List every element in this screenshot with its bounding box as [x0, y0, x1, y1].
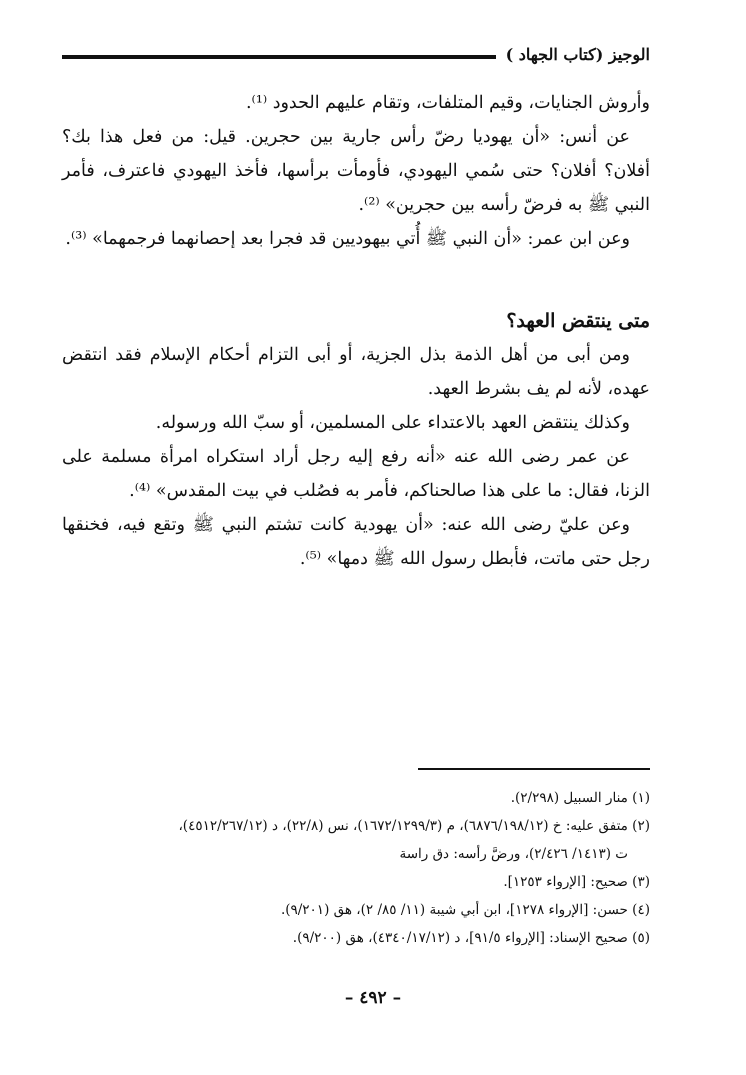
paragraph-1: وأروش الجنايات، وقيم المتلفات، وتقام عليهم الحدود ⁽¹⁾. — [245, 93, 650, 113]
footnote-2: (٢) متفق عليه: خ (٦٨٧٦/١٩٨/١٢)، م (١٦٧٢/١٢٩٩/٣)، نس (٢٢/٨)، د (٤٥١٢/٢٦٧/١٢)، — [178, 818, 650, 834]
paragraph-2: عن أنس: «أن يهوديا رضّ رأس جارية بين حجرين. قيل: من فعل هذا بك؟ أفلان؟ أفلان؟ حتى سُمي اليهودي، فأومأت برأسها، فأخذ اليهودي فاعترف، فأمر النبي ﷺ به فرضّ رأسه بين حجرين» ⁽²⁾. — [62, 127, 650, 215]
header-title: الوجيز (كتاب الجهاد ) — [505, 44, 650, 64]
paragraph-3: وعن ابن عمر: «أن النبي ﷺ أُتي بيهوديين قد فجرا بعد إحصانهما فرجمهما» ⁽³⁾. — [65, 229, 630, 249]
paragraph-5: وكذلك ينتقض العهد بالاعتداء على المسلمين، أو سبّ الله ورسوله. — [155, 413, 630, 433]
paragraph-7: وعن عليّ رضى الله عنه: «أن يهودية كانت تشتم النبي ﷺ وتقع فيه، فخنقها رجل حتى ماتت، فأبطل رسول الله ﷺ دمها» ⁽⁵⁾. — [62, 515, 650, 569]
section-heading: متى ينتقض العهد؟ — [506, 310, 650, 332]
paragraph-4: ومن أبى من أهل الذمة بذل الجزية، أو أبى التزام أحكام الإسلام فقد انتقض عهده، لأنه لم يف بشرط العهد. — [62, 345, 650, 399]
footnote-separator — [418, 768, 650, 770]
footnote-5: (٥) صحيح الإسناد: [الإرواء ٩١/٥]، د (٤٣٤٠/١٧/١٢)، هق (٩/٢٠٠). — [292, 930, 650, 946]
page-number: – ٤٩٢ – — [344, 988, 402, 1008]
section-gap — [62, 256, 650, 304]
main-text — [62, 86, 650, 576]
footnote-2-continuation: ت (١٤١٣/ ٢/٤٢٦)، ورضَّ رأسه: دق راسة — [399, 846, 628, 862]
header-rule — [62, 55, 496, 59]
footnote-4: (٤) حسن: [الإرواء ١٢٧٨]، ابن أبي شيبة (١١/ ٨٥/ ٢)، هق (٩/٢٠١). — [280, 902, 650, 918]
paragraph-6: عن عمر رضى الله عنه «أنه رفع إليه رجل أراد استكراه امرأة مسلمة على الزنا، فقال: ما على هذا صالحناكم، فأمر به فصُلب في بيت المقدس» ⁽⁴⁾. — [62, 447, 650, 501]
footnotes — [62, 784, 650, 952]
running-header — [62, 40, 650, 68]
footnote-1: (١) منار السبيل (٢/٢٩٨). — [510, 790, 650, 806]
footnote-3: (٣) صحيح: [الإرواء ١٢٥٣]. — [503, 874, 650, 890]
